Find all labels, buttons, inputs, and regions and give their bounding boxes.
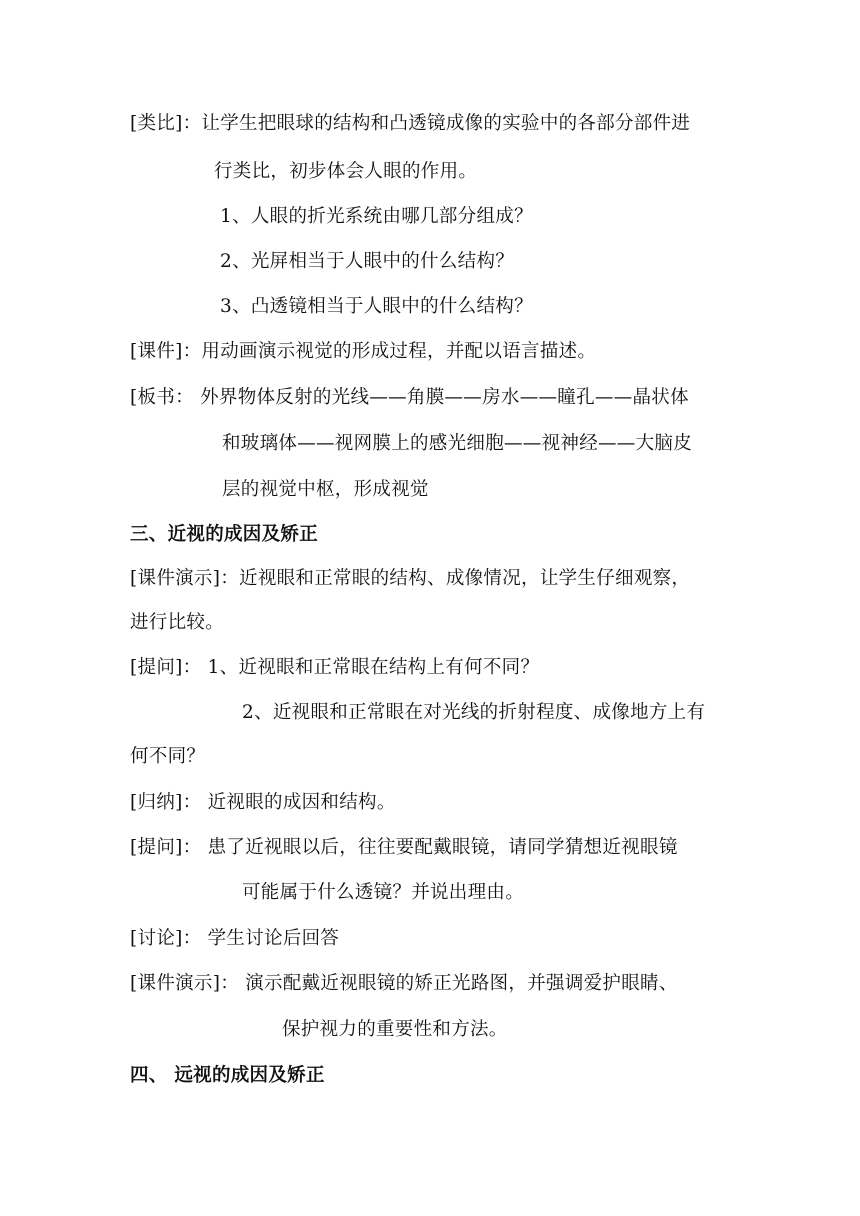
text-line: 行类比，初步体会人眼的作用。: [214, 161, 478, 182]
text-line: [课件演示]： 演示配戴近视眼镜的矫正光路图，并强调爱护眼睛、: [130, 973, 678, 994]
text-line: 和玻璃体——视网膜上的感光细胞——视神经——大脑皮: [222, 433, 693, 454]
text-line: [讨论]： 学生讨论后回答: [130, 928, 340, 949]
text-line: [课件演示]：近视眼和正常眼的结构、成像情况，让学生仔细观察，: [130, 568, 691, 589]
text-line: 保护视力的重要性和方法。: [282, 1019, 508, 1040]
text-line: 2、光屏相当于人眼中的什么结构？: [220, 251, 515, 272]
text-line: [板书： 外界物体反射的光线——角膜——房水——瞳孔——晶状体: [130, 387, 689, 408]
text-line: 可能属于什么透镜？并说出理由。: [242, 882, 525, 903]
text-line: 3、凸透镜相当于人眼中的什么结构？: [220, 296, 533, 317]
text-line: [课件]：用动画演示视觉的形成过程，并配以语言描述。: [130, 341, 597, 362]
text-line: 2、近视眼和正常眼在对光线的折射程度、成像地方上有: [242, 702, 706, 723]
section-heading: 三、近视的成因及矫正: [130, 524, 319, 545]
text-line: 层的视觉中枢，形成视觉: [222, 479, 429, 500]
text-line: [类比]：让学生把眼球的结构和凸透镜成像的实验中的各部分部件进: [130, 113, 691, 134]
text-line: 进行比较。: [130, 612, 225, 633]
text-line: 何不同？: [130, 746, 206, 767]
text-line: [提问]： 患了近视眼以后，往往要配戴眼镜，请同学猜想近视眼镜: [130, 837, 678, 858]
text-line: [提问]： 1、近视眼和正常眼在结构上有何不同？: [130, 657, 540, 678]
section-heading: 四、 远视的成因及矫正: [130, 1065, 325, 1086]
text-line: 1、人眼的折光系统由哪几部分组成？: [220, 206, 533, 227]
text-line: [归纳]： 近视眼的成因和结构。: [130, 792, 396, 813]
